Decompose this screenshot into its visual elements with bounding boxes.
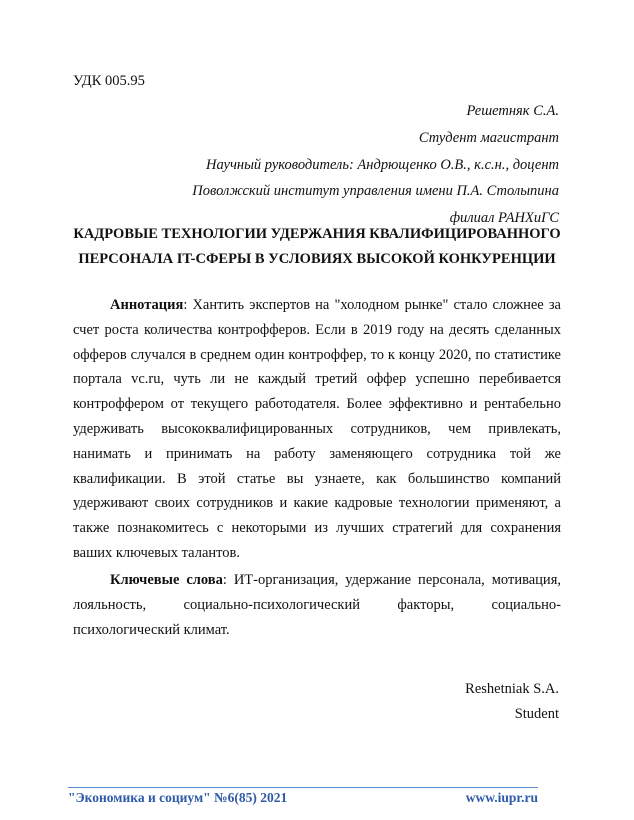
udk-code: УДК 005.95 <box>73 73 145 89</box>
author-status: Студент магистрант <box>418 129 559 146</box>
keywords-indent <box>73 572 110 588</box>
abstract-paragraph <box>73 293 561 566</box>
english-author-block <box>465 677 559 726</box>
abstract-indent <box>73 297 110 313</box>
keywords-text: : ИТ-организация, удержание персонала, мотивация, лояльность, социально-психологический факторы, социально-психологический климат. <box>73 572 561 638</box>
author-status-en: Student <box>514 705 559 722</box>
author-name: Решетняк С.А. <box>466 103 559 119</box>
journal-website-link[interactable]: www.iupr.ru <box>465 790 538 805</box>
article-title: КАДРОВЫЕ ТЕХНОЛОГИИ УДЕРЖАНИЯ КВАЛИФИЦИРОВАННОГО ПЕРСОНАЛА IT-СФЕРЫ В УСЛОВИЯХ ВЫСОКОЙ КОНКУРЕНЦИИ <box>73 226 561 267</box>
keywords-paragraph <box>73 568 561 642</box>
keywords-label: Ключевые слова <box>110 572 223 588</box>
author-name-en: Reshetniak S.A. <box>465 681 559 697</box>
abstract-label: Аннотация <box>110 297 184 313</box>
journal-issue: "Экономика и социум" №6(85) 2021 <box>68 790 288 805</box>
abstract-text: : Хантить экспертов на "холодном рынке" стало сложнее за счет роста количества контрофферов. Если в 2019 году на десять сделанных офферов случался в среднем один контроффер, то к концу 2020, по статистике портала vc.ru, чуть ли не каждый третий оффер успешно перебивается контроффером от текущего работодателя. Более эффективно и рентабельно удерживать высококвалифицированных сотрудников, чем привлекать, нанимать и принимать на работу заменяющего сотрудника той же квалификации. В этой статье вы узнаете, как большинство компаний удерживают своих сотрудников и какие кадровые технологии применяют, а также познакомитесь с некоторыми из лучших стратегий для сохранения ваших ключевых талантов. <box>73 297 561 561</box>
footer-divider <box>68 787 538 788</box>
institution: Поволжский институт управления имени П.А. Столыпина <box>192 183 559 200</box>
institution-branch: филиал РАНХиГС <box>449 210 559 227</box>
author-block <box>192 98 559 232</box>
supervisor: Научный руководитель: Андрющенко О.В., к.с.н., доцент <box>206 156 559 173</box>
